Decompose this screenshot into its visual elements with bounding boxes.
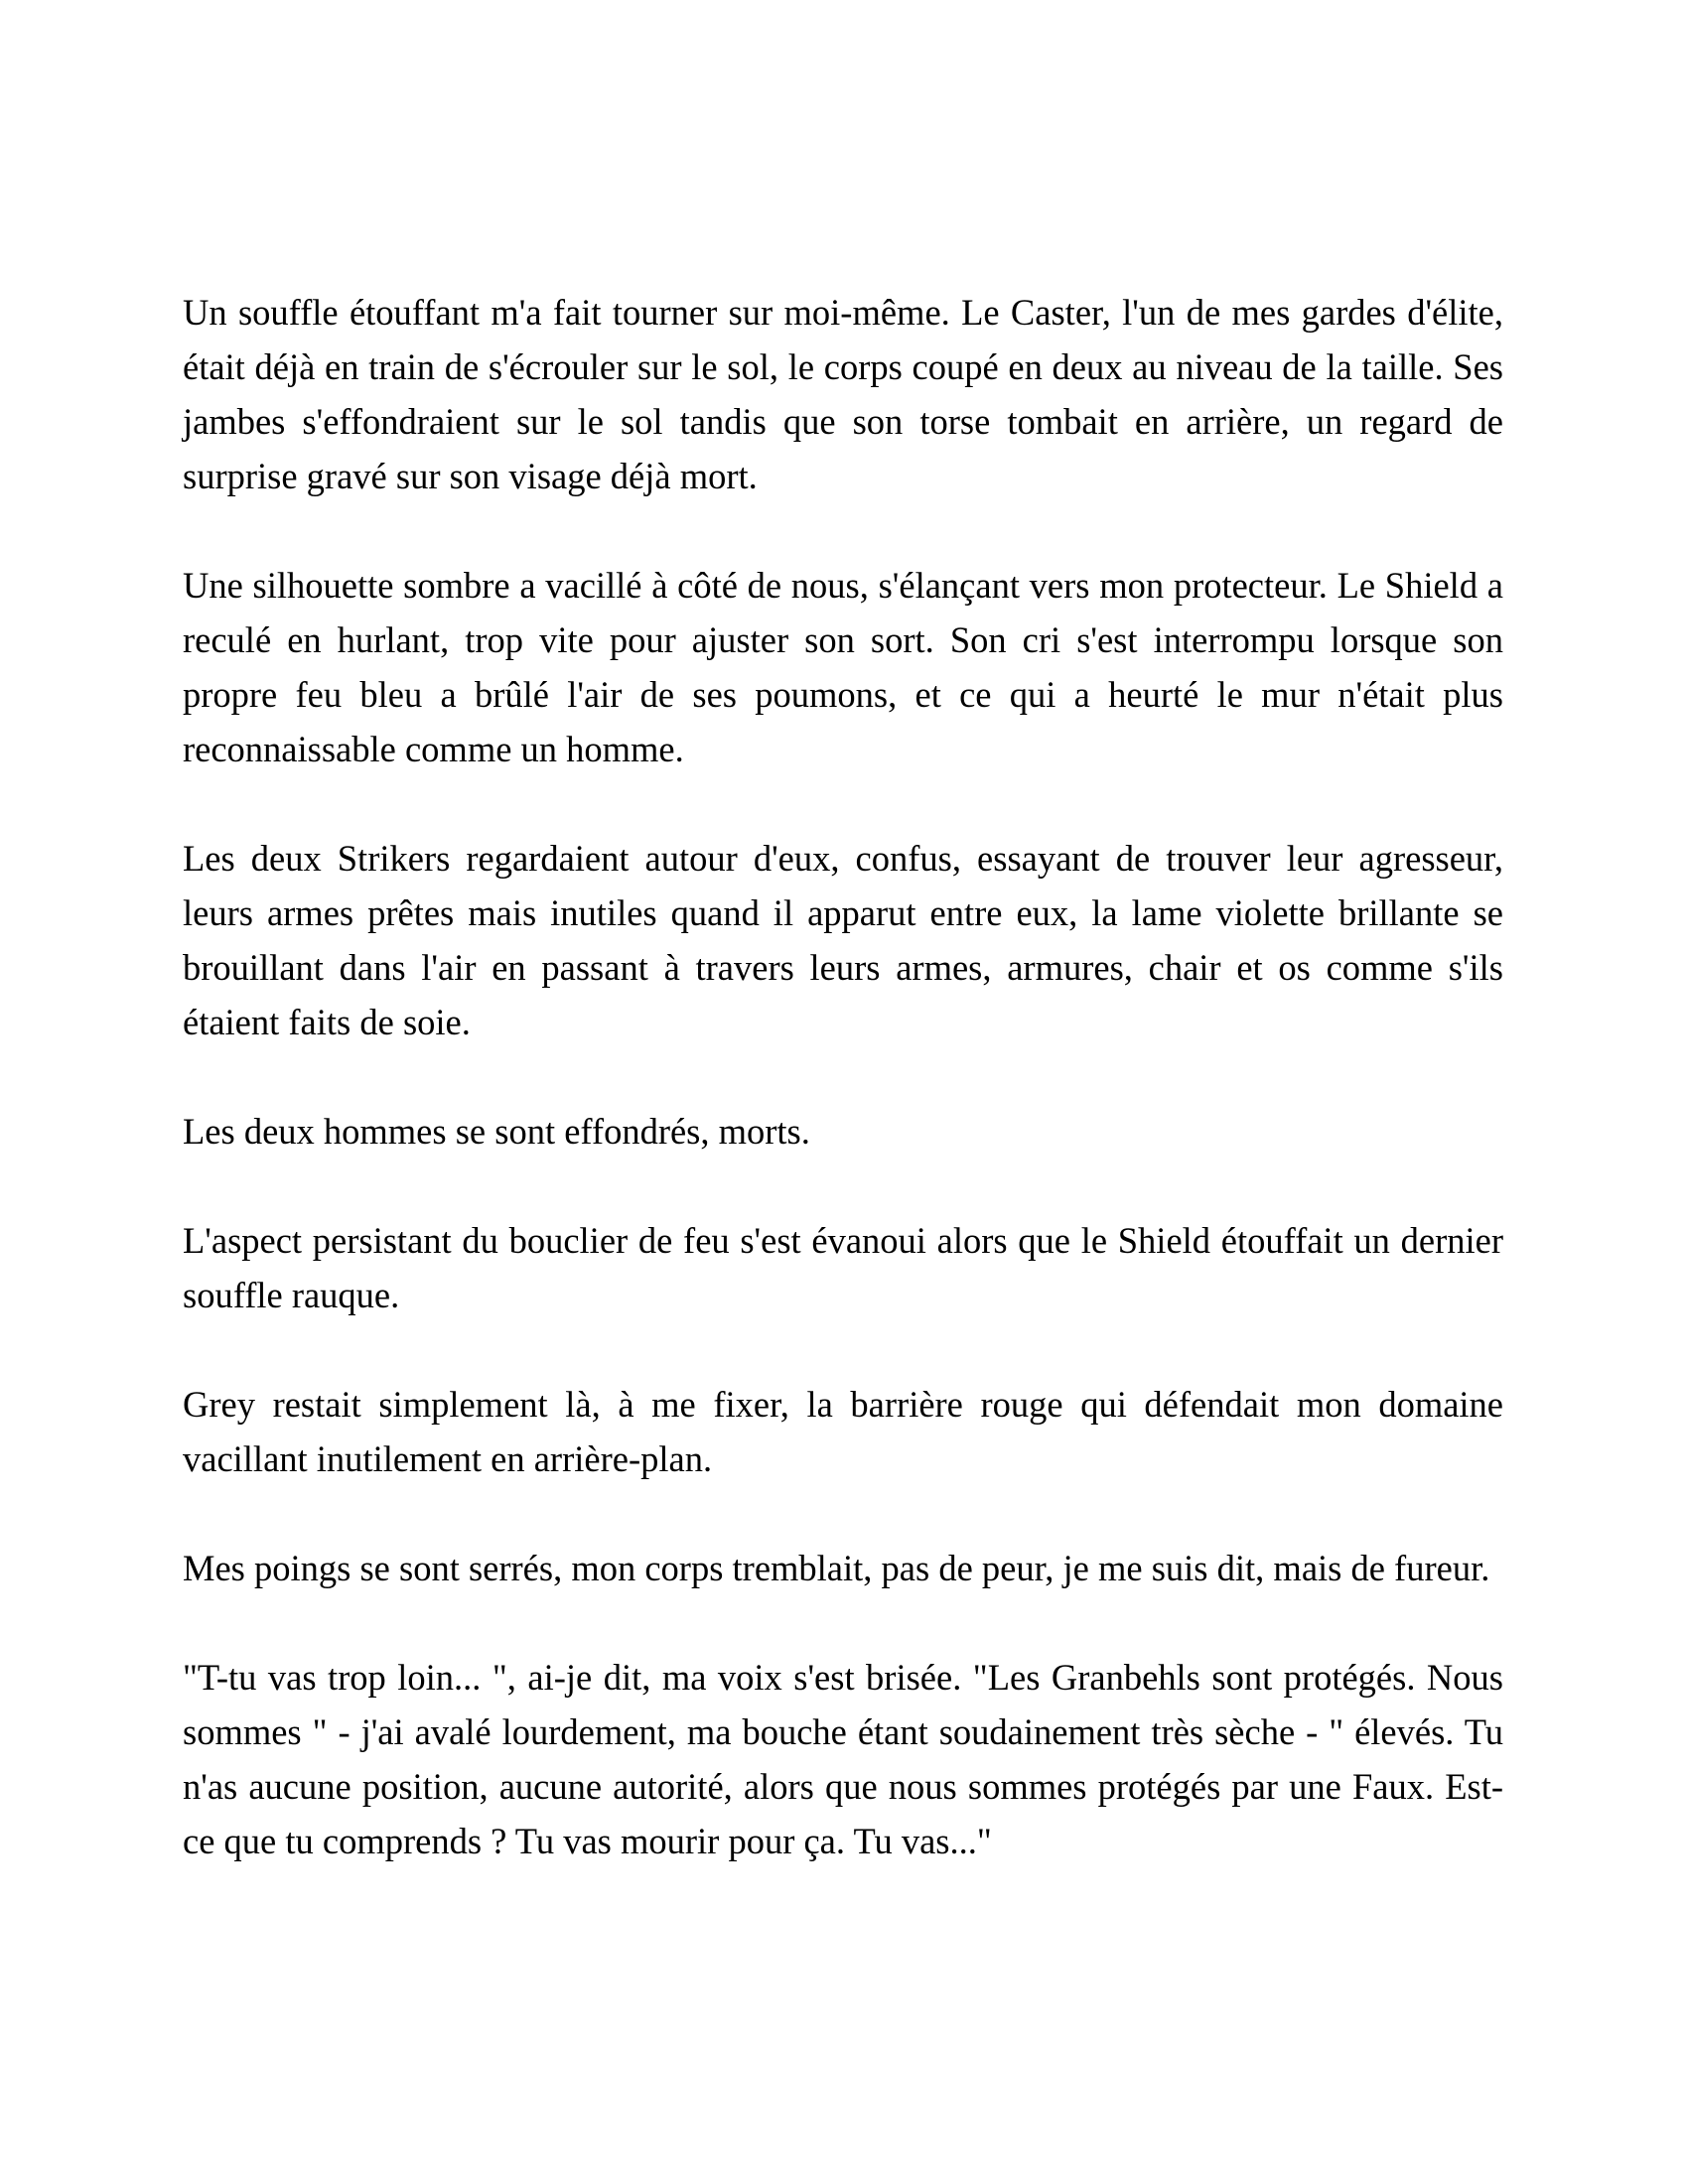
paragraph: Les deux Strikers regardaient autour d'eux, confus, essayant de trouver leur agresseur, leurs armes prêtes mais inutiles quand il apparut entre eux, la lame violette brillante se brouillant dans l'air en passant à travers leurs armes, armures, chair et os comme s'ils étaient faits de soie. [183, 838, 1503, 1042]
paragraph: Les deux hommes se sont effondrés, morts. [183, 1111, 810, 1152]
paragraph: L'aspect persistant du bouclier de feu s'est évanoui alors que le Shield étouffait un dernier souffle rauque. [183, 1220, 1503, 1315]
paragraph: Un souffle étouffant m'a fait tourner sur moi-même. Le Caster, l'un de mes gardes d'élite, était déjà en train de s'écrouler sur le sol, le corps coupé en deux au niveau de la taille. Ses jambes s'effondraient sur le sol tandis que son torse tombait en arrière, un regard de surprise gravé sur son visage déjà mort. [183, 292, 1503, 496]
document-page [183, 285, 1503, 1923]
paragraph: Grey restait simplement là, à me fixer, la barrière rouge qui défendait mon domaine vacillant inutilement en arrière-plan. [183, 1384, 1503, 1479]
paragraph: Mes poings se sont serrés, mon corps tremblait, pas de peur, je me suis dit, mais de fureur. [183, 1548, 1490, 1588]
paragraph: Une silhouette sombre a vacillé à côté de nous, s'élançant vers mon protecteur. Le Shield a reculé en hurlant, trop vite pour ajuster son sort. Son cri s'est interrompu lorsque son propre feu bleu a brûlé l'air de ses poumons, et ce qui a heurté le mur n'était plus reconnaissable comme un homme. [183, 565, 1503, 769]
paragraph: "T-tu vas trop loin... ", ai-je dit, ma voix s'est brisée. "Les Granbehls sont protégés. Nous sommes " - j'ai avalé lourdement, ma bouche étant soudainement très sèche - " élevés. Tu n'as aucune position, aucune autorité, alors que nous sommes protégés par une Faux. Est-ce que tu comprends ? Tu vas mourir pour ça. Tu vas..." [183, 1657, 1503, 1861]
